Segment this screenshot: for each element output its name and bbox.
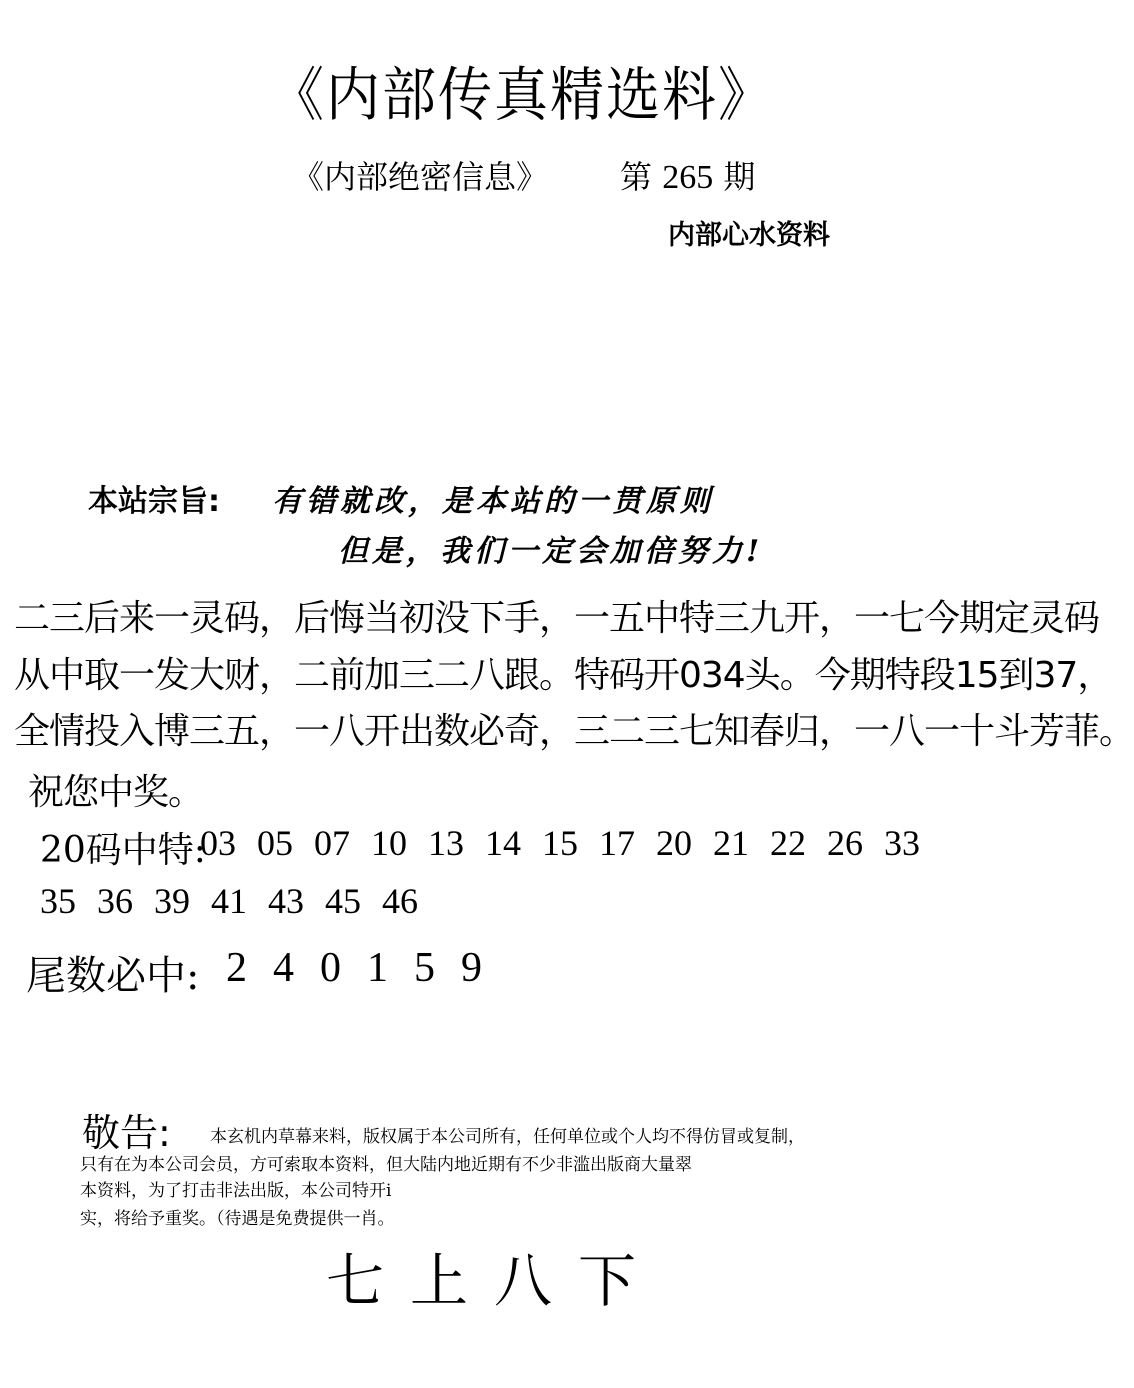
notice-line-2: 只有在为本公司会员，方可索取本资料，但大陆内地近期有不少非滥出版商大量翠 [80,1155,692,1175]
number-item: 14 [485,823,521,863]
numbers-label: 20码中特: [40,830,206,871]
verse-line-3: 全情投入博三五，一八开出数必奇，三二三七知春归，一八一十斗芳菲。 [14,711,1134,752]
number-item: 33 [884,823,920,863]
issue-prefix: 第 [620,158,653,196]
number-item: 22 [770,823,806,863]
issue-suffix: 期 [723,158,756,196]
notice-line-4: 实，将给予重奖。（待遇是免费提供一肖。 [80,1209,395,1229]
number-item: 13 [428,823,464,863]
number-item: 46 [382,881,418,921]
tail-digit: 1 [367,945,388,991]
number-item: 10 [371,823,407,863]
tail-digit: 0 [320,945,341,991]
numbers-row-2 [40,880,439,922]
tail-digits [226,944,508,992]
number-item: 36 [97,881,133,921]
number-item: 17 [599,823,635,863]
tail-digit: 4 [273,945,294,991]
numbers-row-1 [200,822,941,864]
tail-digit: 5 [414,945,435,991]
notice-line-3: 本资料，为了打击非法出版，本公司特开i [80,1181,392,1201]
verse-line-4: 祝您中奖。 [28,772,204,813]
number-item: 03 [200,823,236,863]
verse-line-1: 二三后来一灵码，后悔当初没下手，一五中特三九开，一七今期定灵码 [14,598,1100,639]
footer-phrase: 七上八下 [326,1247,663,1315]
verse-line-2: 从中取一发大财，二前加三二八跟。特码开034头。今期特段15到37， [14,655,1113,696]
number-item: 07 [314,823,350,863]
number-item: 21 [713,823,749,863]
page-title: 《内部传真精选料》 [270,60,774,129]
issue-label [620,152,755,198]
motto-line-2: 但是，我们一定会加倍努力! [338,534,764,569]
number-item: 39 [154,881,190,921]
number-item: 05 [257,823,293,863]
subtitle: 《内部绝密信息》 [292,158,549,196]
number-item: 35 [40,881,76,921]
source-label: 内部心水资料 [668,220,830,251]
number-item: 45 [325,881,361,921]
tail-digit: 9 [461,945,482,991]
number-item: 15 [542,823,578,863]
motto-label: 本站宗旨: [88,484,220,519]
issue-number: 265 [662,159,714,196]
tail-label: 尾数必中: [26,953,200,999]
notice-label: 敬告: [82,1111,171,1155]
notice-line-1: 本玄机内草幕来料，版权属于本公司所有，任何单位或个人均不得仿冒或复制， [210,1127,805,1147]
number-item: 41 [211,881,247,921]
number-item: 20 [656,823,692,863]
number-item: 43 [268,881,304,921]
motto-line-1: 有错就改，是本站的一贯原则 [272,484,714,519]
number-item: 26 [827,823,863,863]
tail-digit: 2 [226,945,247,991]
